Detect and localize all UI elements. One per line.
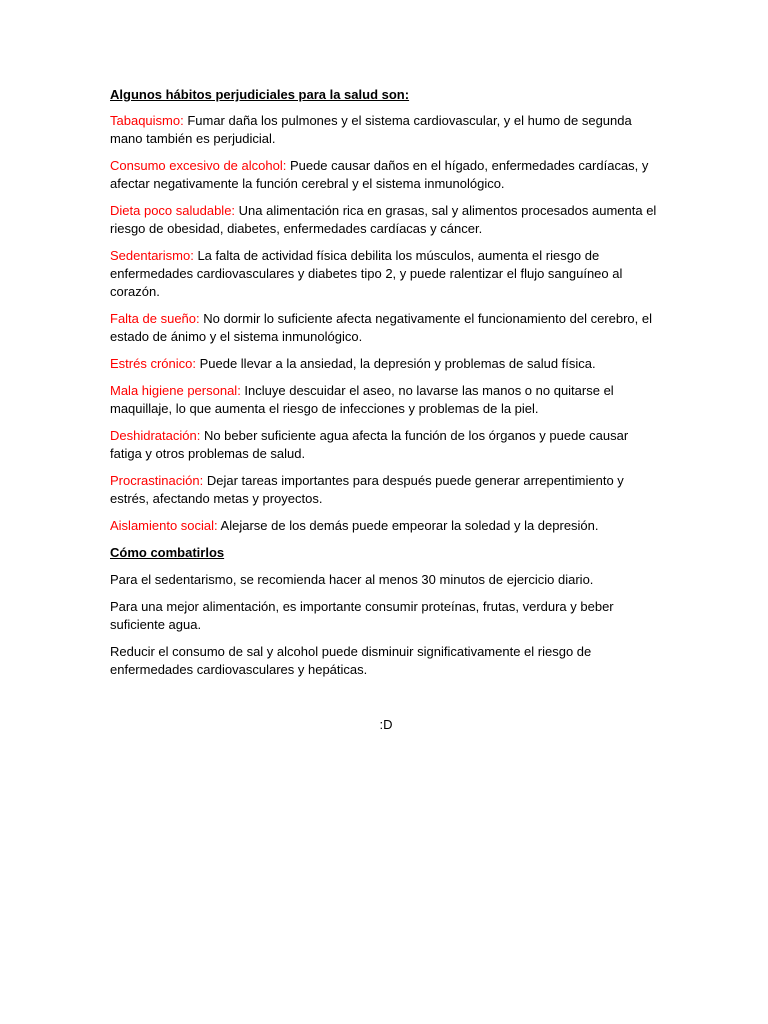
habit-paragraph [110,157,662,193]
habit-description: Una alimentación rica en grasas, sal y alimentos procesados aumenta el riesgo de obesidad, diabetes, enfermedades cardíacas y cáncer. [110,203,657,236]
habit-paragraph [110,472,662,508]
habit-description: Alejarse de los demás puede empeorar la soledad y la depresión. [217,518,599,533]
combat-paragraph: Reducir el consumo de sal y alcohol puede disminuir significativamente el riesgo de enfermedades cardiovasculares y hepáticas. [110,644,592,677]
habit-term: Aislamiento social: [110,518,218,533]
habit-term: Deshidratación: [110,428,201,443]
habit-term: Estrés crónico: [110,356,196,371]
habit-description: La falta de actividad física debilita los músculos, aumenta el riesgo de enfermedades cardiovasculares y diabetes tipo 2, y puede ralentizar el flujo sanguíneo al corazón. [110,248,623,299]
habit-term: Tabaquismo: [110,113,184,128]
habit-term: Consumo excesivo de alcohol: [110,158,287,173]
combat-heading: Cómo combatirlos [110,545,225,560]
habit-paragraph [110,202,662,238]
habit-term: Falta de sueño: [110,311,200,326]
habit-term: Mala higiene personal: [110,383,241,398]
habit-description: Puede llevar a la ansiedad, la depresión y problemas de salud física. [195,356,596,371]
combat-paragraph: Para una mejor alimentación, es importante consumir proteínas, frutas, verdura y beber suficiente agua. [110,599,614,632]
combat-paragraph: Para el sedentarismo, se recomienda hacer al menos 30 minutos de ejercicio diario. [110,572,594,587]
habit-description: No dormir lo suficiente afecta negativamente el funcionamiento del cerebro, el estado de ánimo y el sistema inmunológico. [110,311,652,344]
habit-paragraph [110,112,662,148]
habit-term: Dieta poco saludable: [110,203,236,218]
habit-description: Incluye descuidar el aseo, no lavarse las manos o no quitarse el maquillaje, lo que aumenta el riesgo de infecciones y problemas de la piel. [110,383,614,416]
habit-term: Procrastinación: [110,473,204,488]
habit-term: Sedentarismo: [110,248,194,263]
habit-paragraph [110,355,662,373]
habit-description: Fumar daña los pulmones y el sistema cardiovascular, y el humo de segunda mano también es perjudicial. [110,113,632,146]
document-page [110,86,662,747]
habit-paragraph [110,517,662,535]
habit-description: Dejar tareas importantes para después puede generar arrepentimiento y estrés, afectando metas y proyectos. [110,473,624,506]
habit-paragraph [110,382,662,418]
habit-paragraph [110,427,662,463]
habit-description: No beber suficiente agua afecta la función de los órganos y puede causar fatiga y otros problemas de salud. [110,428,629,461]
habit-paragraph [110,247,662,301]
signoff-text: :D [379,717,393,732]
habit-description: Puede causar daños en el hígado, enfermedades cardíacas, y afectar negativamente la función cerebral y el sistema inmunológico. [110,158,649,191]
habits-heading: Algunos hábitos perjudiciales para la salud son: [110,87,410,102]
habit-paragraph [110,310,662,346]
